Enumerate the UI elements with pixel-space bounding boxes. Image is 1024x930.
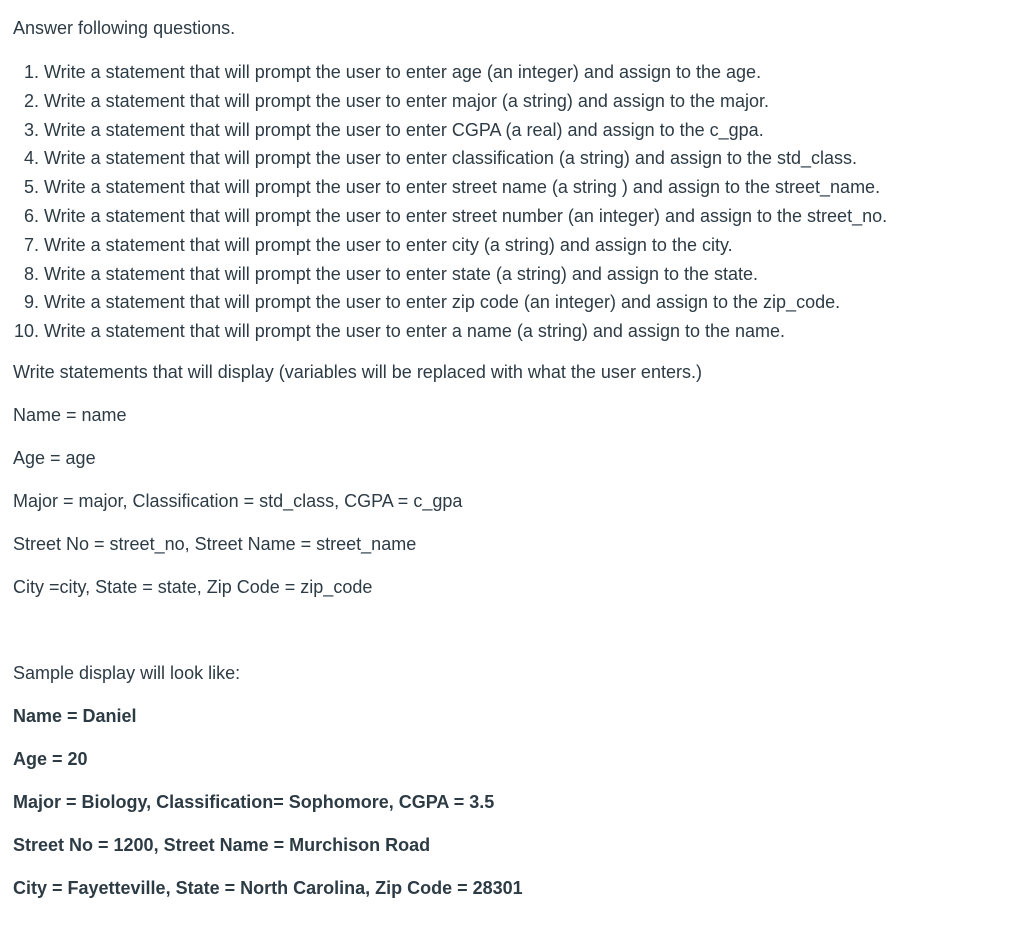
sample-line: Street No = 1200, Street Name = Murchison Road	[13, 834, 431, 855]
template-line: Street No = street_no, Street Name = street_name	[13, 533, 417, 554]
spacer	[13, 618, 1013, 661]
question-item: 2. Write a statement that will prompt the user to enter major (a string) and assign to the major.	[44, 87, 1013, 116]
display-instruction: Write statements that will display (variables will be replaced with what the user enters.)	[13, 361, 702, 382]
template-line: Name = name	[13, 404, 127, 425]
question-item: 6. Write a statement that will prompt the user to enter street number (an integer) and assign to the street_no.	[44, 202, 1013, 231]
sample-line: Major = Biology, Classification= Sophomore, CGPA = 3.5	[13, 791, 495, 812]
template-line: Major = major, Classification = std_class, CGPA = c_gpa	[13, 490, 463, 511]
question-item: 3. Write a statement that will prompt the user to enter CGPA (a real) and assign to the c_gpa.	[44, 116, 1013, 145]
question-item: 5. Write a statement that will prompt the user to enter street name (a string ) and assign to the street_name.	[44, 173, 1013, 202]
question-item: 9. Write a statement that will prompt the user to enter zip code (an integer) and assign to the zip_code.	[44, 288, 1013, 317]
question-item: 7. Write a statement that will prompt the user to enter city (a string) and assign to the city.	[44, 231, 1013, 260]
question-item: 4. Write a statement that will prompt the user to enter classification (a string) and assign to the std_class.	[44, 144, 1013, 173]
intro-text: Answer following questions.	[13, 18, 236, 38]
assignment-content	[13, 16, 1013, 919]
sample-line: Name = Daniel	[13, 705, 137, 726]
question-item: 1. Write a statement that will prompt the user to enter age (an integer) and assign to the age.	[44, 58, 1013, 87]
sample-line: City = Fayetteville, State = North Carolina, Zip Code = 28301	[13, 877, 523, 898]
template-line: Age = age	[13, 447, 96, 468]
template-line: City =city, State = state, Zip Code = zip_code	[13, 576, 373, 597]
sample-line: Age = 20	[13, 748, 88, 769]
question-item: 8. Write a statement that will prompt the user to enter state (a string) and assign to the state.	[44, 260, 1013, 289]
question-list	[13, 58, 1013, 346]
question-item: 10. Write a statement that will prompt the user to enter a name (a string) and assign to the name.	[44, 317, 1013, 346]
sample-heading: Sample display will look like:	[13, 662, 241, 683]
